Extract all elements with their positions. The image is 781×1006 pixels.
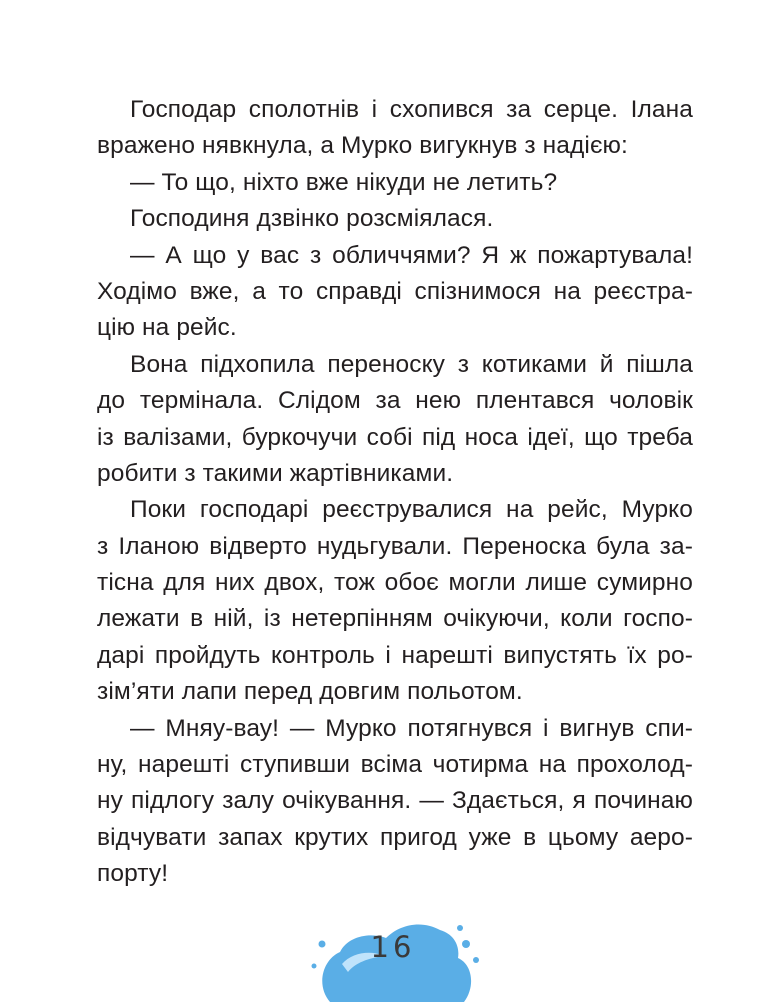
text-line: — А що у вас з обличчями? Я ж пожартувала! — [130, 241, 693, 269]
text-line: із валізами, буркочучи собі під носа ідеї, що треба — [97, 423, 693, 451]
text-line: цію на рейс. — [97, 314, 237, 342]
text-line: Вона підхопила переноску з котиками й пішла — [130, 350, 693, 378]
text-line: з Іланою відверто нудьгували. Переноска була за- — [97, 532, 693, 560]
water-drop — [462, 940, 470, 948]
text-line: зім’яти лапи перед довгим польотом. — [97, 678, 523, 706]
page-number: 16 — [370, 930, 416, 964]
text-line: Поки господарі реєструвалися на рейс, Мурко — [130, 496, 693, 524]
water-drop — [319, 941, 326, 948]
text-line: відчувати запах крутих пригод уже в цьому аеро- — [97, 823, 693, 851]
text-line: дарі пройдуть контроль і нарешті випустять їх ро- — [97, 641, 693, 669]
water-drop — [312, 964, 317, 969]
text-line: лежати в ній, із нетерпінням очікуючи, коли госпо- — [97, 605, 693, 633]
text-line: ну підлогу залу очікування. — Здається, я починаю — [97, 787, 693, 815]
text-line: робити з такими жартівниками. — [97, 459, 454, 487]
text-line: вражено нявкнула, а Мурко вигукнув з надією: — [97, 132, 628, 160]
text-line: — То що, ніхто вже нікуди не летить? — [130, 168, 558, 196]
text-line: — Мняу-вау! — Мурко потягнувся і вигнув спи- — [130, 714, 693, 742]
water-drop — [457, 925, 463, 931]
text-line: Господар сполотнів і схопився за серце. Ілана — [130, 96, 693, 123]
text-line: порту! — [97, 860, 169, 888]
text-line: Ходімо вже, а то справді спізнимося на реєстра- — [97, 277, 693, 305]
text-line: до термінала. Слідом за нею плентався чоловік — [97, 387, 693, 415]
body-text — [97, 92, 693, 893]
water-drop — [473, 957, 479, 963]
text-line: ну, нарешті ступивши всіма чотирма на прохолод- — [97, 751, 693, 779]
text-line: Господиня дзвінко розсміялася. — [130, 205, 494, 233]
text-line: тісна для них двох, тож обоє могли лише сумирно — [97, 569, 693, 597]
